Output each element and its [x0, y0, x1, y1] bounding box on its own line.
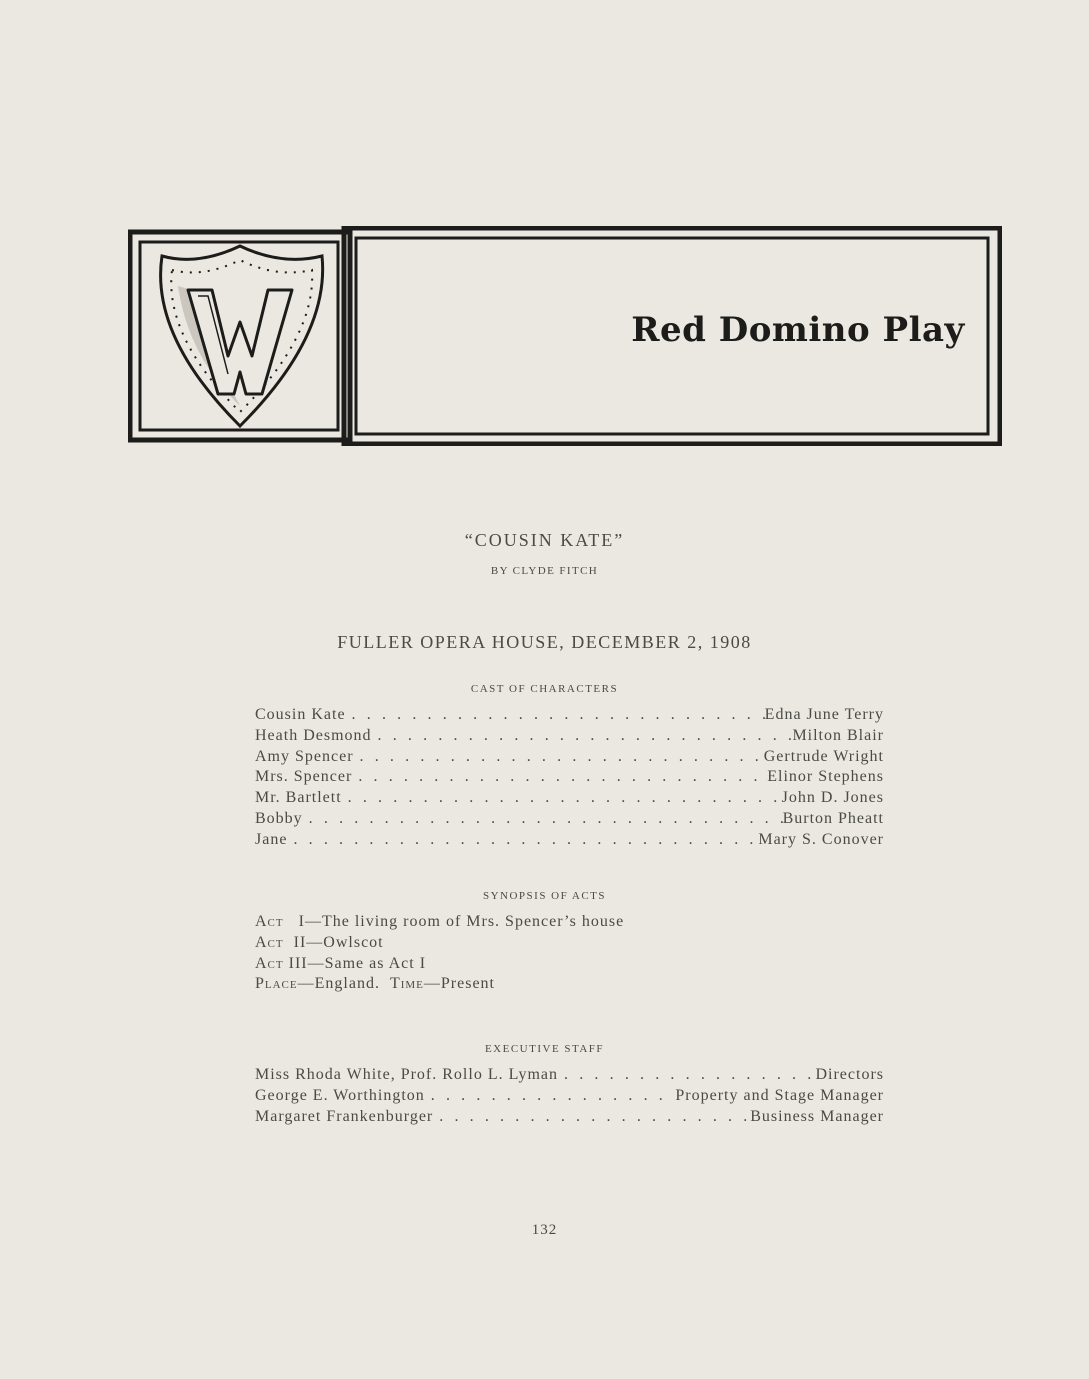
dot-leader [354, 748, 764, 766]
actor-name: John D. Jones [781, 789, 884, 807]
synopsis-heading: SYNOPSIS OF ACTS [482, 890, 607, 902]
staff-name: Margaret Frankenburger [255, 1107, 434, 1125]
place-text: —England. [297, 975, 380, 993]
role-name: Cousin Kate [255, 706, 346, 723]
banner-title: Red Domino Play [631, 310, 965, 350]
shield-emblem-icon [161, 246, 323, 426]
staff-row [255, 1066, 884, 1087]
byline: BY CLYDE FITCH [490, 565, 599, 577]
staff-name: Miss Rhoda White, Prof. Rollo L. Lyman [255, 1066, 559, 1083]
role-name: Mrs. Spencer [255, 768, 353, 786]
role-name: Jane [255, 830, 288, 848]
staff-name: George E. Worthington [255, 1086, 425, 1104]
dot-leader [372, 727, 793, 745]
cast-row [255, 748, 884, 769]
cast-row [255, 768, 884, 789]
cast-row [255, 810, 884, 831]
time-text: —Present [423, 975, 495, 993]
staff-role: Property and Stage Manager [675, 1086, 884, 1104]
page-number: 132 [531, 1222, 558, 1238]
place-time-line [255, 975, 624, 996]
act-line [255, 955, 624, 976]
act-number: II [293, 933, 307, 951]
play-title: “COUSIN KATE” [464, 530, 625, 550]
cast-row [255, 789, 884, 810]
dot-leader [346, 706, 765, 724]
actor-name: Burton Pheatt [782, 809, 884, 827]
dot-leader [558, 1066, 815, 1084]
staff-role: Directors [815, 1066, 884, 1083]
actor-name: Gertrude Wright [763, 747, 884, 765]
staff-heading: EXECUTIVE STAFF [484, 1043, 605, 1055]
act-description: —Same as Act I [307, 954, 427, 972]
dot-leader [303, 810, 783, 828]
header-banner [128, 226, 1002, 446]
actor-name: Mary S. Conover [758, 830, 884, 848]
actor-name: Milton Blair [792, 726, 884, 744]
dot-leader [342, 789, 782, 807]
dot-leader [352, 768, 767, 786]
act-line [255, 934, 624, 955]
role-name: Amy Spencer [255, 747, 354, 765]
dot-leader [287, 831, 758, 849]
dot-leader [425, 1087, 676, 1105]
staff-row [255, 1087, 884, 1108]
act-label: Act [255, 933, 284, 951]
synopsis-list [255, 913, 624, 996]
role-name: Heath Desmond [255, 726, 372, 744]
staff-list [255, 1066, 884, 1128]
cast-list [255, 706, 884, 852]
role-name: Mr. Bartlett [255, 789, 342, 807]
act-number: III [288, 954, 308, 972]
role-name: Bobby [255, 809, 303, 827]
act-description: —Owlscot [306, 933, 384, 951]
cast-row [255, 706, 884, 727]
act-line [255, 913, 624, 934]
act-label: Act [255, 913, 284, 930]
cast-row [255, 831, 884, 852]
venue-date: FULLER OPERA HOUSE, DECEMBER 2, 1908 [337, 632, 752, 652]
place-label: Place [255, 975, 298, 993]
staff-role: Business Manager [750, 1107, 884, 1125]
act-label: Act [255, 954, 284, 972]
act-description: —The living room of Mrs. Spencer’s house [304, 913, 625, 930]
cast-row [255, 727, 884, 748]
actor-name: Edna June Terry [764, 706, 884, 723]
staff-row [255, 1108, 884, 1129]
actor-name: Elinor Stephens [767, 768, 884, 786]
dot-leader [433, 1108, 750, 1126]
act-number: I [298, 913, 305, 930]
cast-heading: CAST OF CHARACTERS [470, 683, 619, 695]
time-label: Time [389, 975, 424, 993]
